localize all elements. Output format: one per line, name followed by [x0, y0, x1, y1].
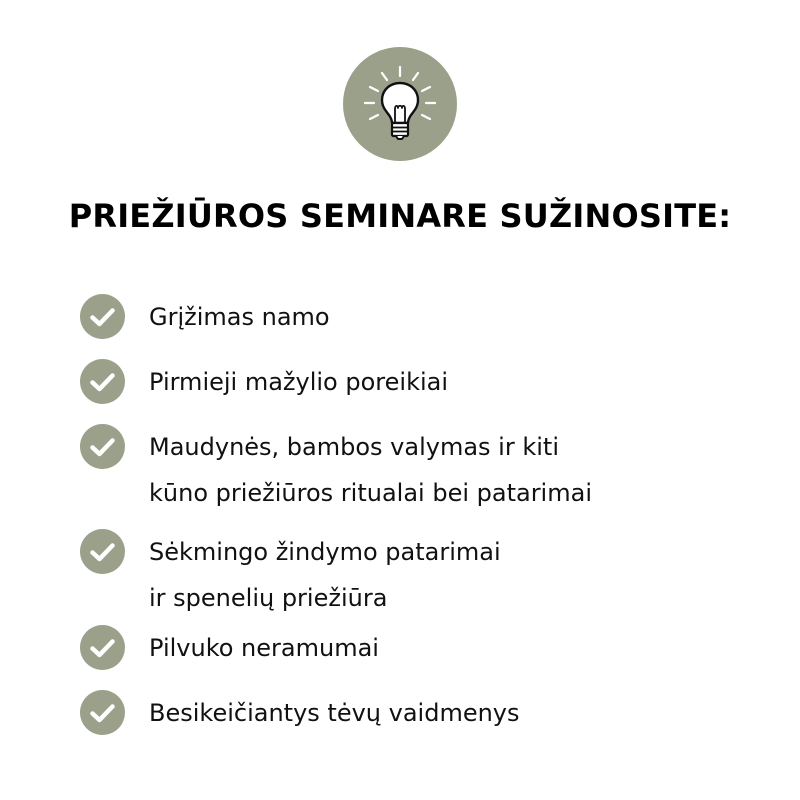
list-item	[149, 359, 448, 405]
check-icon	[80, 690, 125, 735]
list-item-text: Pirmieji mažylio poreikiai	[149, 368, 449, 396]
lightbulb-icon	[343, 47, 457, 161]
page-title: PRIEŽIŪROS SEMINARE SUŽINOSITE:	[68, 197, 732, 235]
list-item-check	[80, 529, 125, 574]
list-item-text: Maudynės, bambos valymas ir kiti	[149, 433, 559, 461]
check-icon	[80, 529, 125, 574]
list-item-check	[80, 359, 125, 404]
check-icon	[80, 294, 125, 339]
list-item-check	[80, 294, 125, 339]
list-item	[149, 294, 330, 340]
check-icon	[80, 424, 125, 469]
list-item-text: Sėkmingo žindymo patarimai	[149, 538, 501, 566]
list-item-check	[80, 625, 125, 670]
list-item	[149, 529, 501, 621]
list-item-check	[80, 690, 125, 735]
list-item-text: Besikeičiantys tėvų vaidmenys	[149, 699, 520, 727]
list-item-text-continued: ir spenelių priežiūra	[149, 584, 388, 612]
list-item	[149, 625, 379, 671]
check-icon	[80, 625, 125, 670]
list-item-text: Pilvuko neramumai	[149, 634, 379, 662]
list-item-text-continued: kūno priežiūros ritualai bei patarimai	[149, 479, 592, 507]
list-item	[149, 690, 520, 736]
lightbulb-badge	[343, 47, 457, 161]
check-icon	[80, 359, 125, 404]
list-item-text: Grįžimas namo	[149, 303, 330, 331]
list-item	[149, 424, 592, 516]
list-item-check	[80, 424, 125, 469]
